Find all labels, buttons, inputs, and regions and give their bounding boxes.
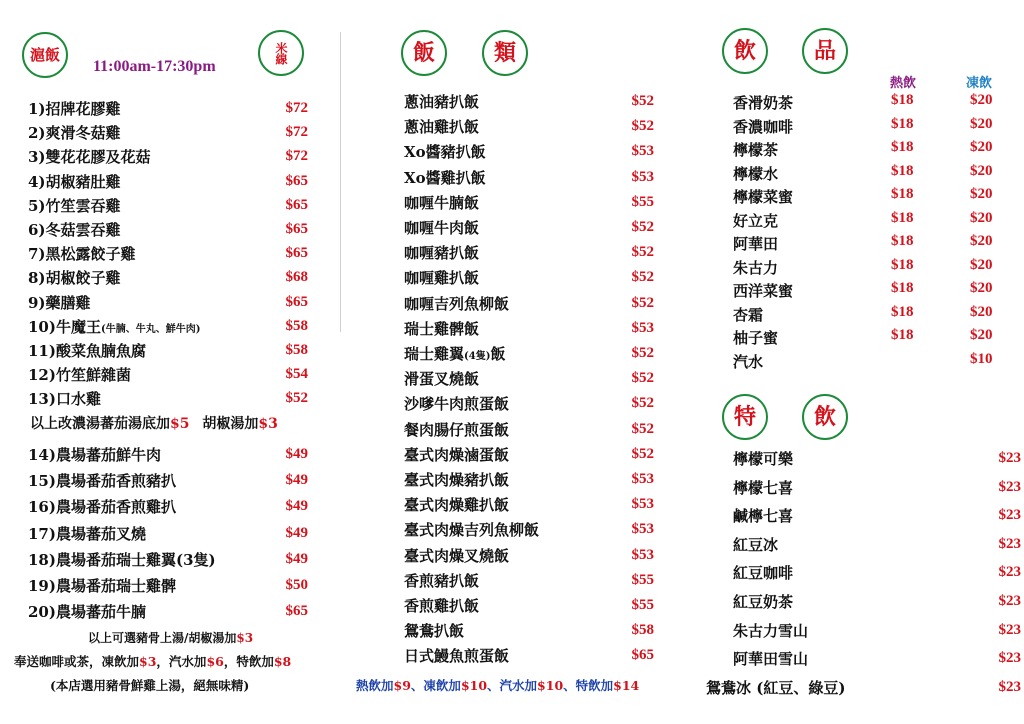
drink-name: 杏霜: [733, 305, 764, 324]
special-item-row: [733, 477, 1021, 498]
rice-item-price: $52: [631, 118, 654, 135]
drink-name: 西洋菜蜜: [733, 282, 794, 300]
noodle-item-row: [28, 523, 308, 544]
noodle-item-price: $72: [285, 124, 308, 141]
noodle-item-row: [28, 219, 308, 240]
rice-item-price: $65: [631, 647, 654, 664]
noodle-item-row: [28, 267, 308, 288]
rice-item-name: 咖喱雞扒飯: [404, 269, 480, 288]
special-item-price: $23: [998, 564, 1021, 581]
cold-price: $20: [970, 92, 993, 108]
rice-item-price: $53: [631, 521, 654, 538]
noodle-item-price: $49: [285, 524, 308, 541]
drinks-column: [690, 0, 1024, 724]
hot-price: $18: [891, 233, 914, 249]
rice-item-name: 咖喱牛肉飯: [404, 219, 480, 237]
noodle-item-price: $52: [285, 390, 308, 407]
noodle-item-price: $65: [285, 172, 308, 189]
rice-item-row: [404, 141, 654, 162]
rice-item-name: 臺式肉燥叉燒飯: [404, 546, 510, 565]
drink-name: 檸檬水: [733, 164, 779, 183]
drink-name: 檸檬茶: [733, 141, 779, 159]
drink-row: [733, 210, 1023, 232]
rice-item-name: 臺式肉燥豬扒飯: [404, 471, 510, 489]
noodle-item-row: [28, 243, 308, 264]
rice-item-name: 香煎雞扒飯: [404, 597, 480, 615]
noodle-item-name: 19)農場番茄瑞士雞髀: [28, 577, 176, 595]
noodle-item-price: $65: [285, 221, 308, 237]
rice-item-row: [404, 343, 654, 364]
drink-name: 香滑奶茶: [733, 94, 794, 112]
hot-price: $18: [891, 327, 914, 343]
special-item-price: $23: [998, 478, 1021, 495]
special-item-name: 紅豆冰: [733, 535, 779, 554]
noodle-item-row: [28, 364, 308, 385]
special-item-name: 朱古力雪山: [733, 621, 809, 640]
noodle-item-row: [28, 575, 308, 596]
special-item-row: [733, 505, 1021, 526]
hot-price: $18: [891, 256, 914, 273]
noodle-item-price: $65: [285, 245, 308, 262]
special-item-name: 紅豆咖啡: [733, 564, 794, 583]
rice-item-price: $52: [631, 219, 654, 235]
noodle-item-row: [28, 146, 308, 167]
drink-row: [733, 351, 1023, 373]
noodle-item-price: $68: [285, 269, 308, 286]
badge-category: 類: [482, 30, 528, 76]
rice-item-price: $52: [631, 345, 654, 361]
noodle-item-name: 6)冬菇雲吞雞: [28, 221, 121, 239]
noodle-item-row: [28, 549, 308, 570]
hot-price: $18: [891, 209, 914, 226]
special-item-price: $23: [998, 450, 1021, 466]
hot-drink-header: 熱飲: [890, 76, 917, 91]
cold-price: $20: [970, 303, 993, 320]
noodle-item-row: [28, 195, 308, 216]
hot-price: $18: [891, 186, 914, 202]
special-item-price: $23: [998, 621, 1021, 638]
rice-item-name: 香煎豬扒飯: [404, 571, 480, 590]
special-item-price: $23: [998, 678, 1021, 695]
special-item-name: 阿華田雪山: [733, 650, 809, 669]
rice-item-price: $53: [631, 319, 654, 336]
noodle-item-price: $49: [285, 498, 308, 515]
cold-price: $20: [970, 233, 993, 249]
special-item-row: [733, 591, 1021, 612]
rice-item-row: [404, 167, 654, 188]
noodle-item-name: 11)酸菜魚腩魚腐: [28, 342, 146, 360]
drink-row: [733, 280, 1023, 302]
cold-price: $20: [970, 139, 993, 155]
rice-item-name: Xo醬雞扒飯: [404, 168, 486, 187]
noodle-item-name: 18)農場番茄瑞士雞翼(3隻): [28, 550, 216, 569]
drink-row: [733, 116, 1023, 138]
soup-quality-note: (本店選用豬骨鮮雞上湯，絕無味精): [50, 678, 250, 693]
noodle-item-price: $65: [285, 196, 308, 213]
rice-item-name: 餐肉腸仔煎蛋飯: [404, 420, 510, 439]
drink-row: [733, 186, 1023, 208]
noodle-item-price: $65: [285, 293, 308, 310]
hot-price: $18: [891, 280, 914, 296]
noodle-item-row: [28, 171, 308, 192]
noodle-item-price: $65: [285, 603, 308, 620]
rice-item-row: [404, 519, 654, 540]
noodle-item-price: $58: [285, 342, 308, 358]
rice-item-row: [404, 192, 654, 213]
rice-item-price: $52: [631, 244, 654, 261]
noodle-item-price: $72: [285, 148, 308, 165]
hot-price: $18: [891, 92, 914, 108]
special-item-name: 檸檬七喜: [733, 478, 794, 497]
rice-item-name: 滑蛋叉燒飯: [404, 370, 480, 389]
noodle-item-row: [28, 122, 308, 143]
rice-item-name: 蔥油雞扒飯: [404, 118, 480, 137]
noodle-item-name: 7)黑松露餃子雞: [28, 245, 136, 264]
rice-item-name: 臺式肉燥滷蛋飯: [404, 445, 510, 464]
special-item-row: [733, 620, 1021, 641]
noodle-item-price: $54: [285, 366, 308, 383]
rice-item-row: [404, 645, 654, 666]
rice-item-name: 咖喱豬扒飯: [404, 244, 480, 263]
drink-name: 朱古力: [733, 258, 779, 277]
rice-drink-addon-note: 熱飲加$9、凍飲加$10、汽水加$10、特飲加$14: [356, 678, 640, 693]
noodle-item-name: 15)農場番茄香煎豬扒: [28, 472, 176, 491]
cold-price: $20: [970, 327, 993, 343]
rice-item-price: $58: [631, 622, 654, 639]
rice-item-price: $53: [631, 168, 654, 185]
drink-row: [733, 233, 1023, 255]
hot-price: $18: [891, 303, 914, 320]
cold-price: $20: [970, 256, 993, 273]
noodle-item-row: [28, 98, 308, 119]
special-item-price: $23: [998, 650, 1021, 667]
rice-item-price: $52: [631, 420, 654, 437]
noodle-item-row: [28, 601, 308, 622]
badge-drink: 飲: [722, 28, 768, 74]
rice-item-price: $52: [631, 294, 654, 311]
noodle-item-row: [28, 388, 308, 409]
rice-item-row: [404, 116, 654, 137]
drink-row: [733, 327, 1023, 349]
rice-item-name: Xo醬豬扒飯: [404, 143, 486, 162]
special-item-name: 檸檬可樂: [733, 450, 794, 468]
column-divider: [340, 32, 341, 332]
special-item-name: 紅豆奶茶: [733, 593, 794, 611]
rice-item-price: $52: [631, 445, 654, 462]
special-item-price: $23: [998, 507, 1021, 524]
noodle-item-name: 17)農場蕃茄叉燒: [28, 524, 146, 543]
special-item-name: 鹹檸七喜: [733, 507, 794, 526]
noodle-item-row: [28, 340, 308, 361]
rice-item-row: [404, 570, 654, 591]
special-item-row: [733, 648, 1021, 669]
badge-special: 特: [722, 394, 768, 440]
rice-item-price: $53: [631, 143, 654, 160]
noodle-column: [0, 0, 340, 724]
special-item-row: [733, 448, 1021, 469]
noodle-item-row: [28, 444, 308, 465]
special-item-row: [733, 562, 1021, 583]
opening-hours: 11:00am-17:30pm: [93, 58, 216, 75]
drink-name: 汽水: [733, 352, 764, 371]
rice-item-row: [404, 444, 654, 465]
noodle-item-row: [28, 316, 308, 337]
noodle-item-row: [28, 292, 308, 313]
special-item-price: $23: [998, 535, 1021, 552]
cold-price: $20: [970, 186, 993, 202]
noodle-item-name: 2)爽滑冬菇雞: [28, 124, 121, 143]
rice-item-name: 咖喱吉列魚柳飯: [404, 294, 510, 313]
noodle-item-price: $58: [285, 317, 308, 334]
rice-item-price: $55: [631, 571, 654, 588]
cold-price: $20: [970, 280, 993, 296]
rice-item-price: $53: [631, 546, 654, 563]
rice-item-price: $52: [631, 269, 654, 286]
hot-price: $18: [891, 115, 914, 132]
drink-offer-note: 奉送咖啡或茶，凍飲加$3，汽水加$6，特飲加$8: [14, 654, 292, 669]
noodle-item-price: $49: [285, 472, 308, 489]
noodle-item-name: 3)雙花花膠及花菇: [28, 148, 151, 167]
rice-item-name: 臺式肉燥雞扒飯: [404, 496, 510, 515]
rice-item-price: $52: [631, 93, 654, 109]
noodle-item-price: $49: [285, 550, 308, 567]
cold-price: $20: [970, 162, 993, 179]
noodle-item-name: 20)農場蕃茄牛腩: [28, 603, 146, 622]
drink-name: 好立克: [733, 211, 779, 230]
drink-row: [733, 304, 1023, 326]
noodle-item-name: 9)藥膳雞: [28, 293, 91, 312]
cold-drink-header: 凍飲: [966, 76, 993, 91]
rice-item-row: [404, 318, 654, 339]
soup-option-note: 以上可選豬骨上湯/胡椒湯加$3: [88, 631, 254, 645]
drink-name: 檸檬菜蜜: [733, 188, 794, 206]
hot-price: $18: [891, 139, 914, 155]
noodle-item-name: 10)牛魔王(牛腩、牛丸、鮮牛肉): [28, 317, 201, 336]
noodle-item-name: 4)胡椒豬肚雞: [28, 172, 121, 191]
drink-row: [733, 139, 1023, 161]
drink-name: 柚子蜜: [733, 329, 779, 347]
rice-item-row: [404, 620, 654, 641]
rice-item-name: 咖喱牛腩飯: [404, 193, 480, 212]
noodle-item-name: 14)農場蕃茄鮮牛肉: [28, 446, 161, 464]
special-item-name: 鴛鴦冰 (紅豆、綠豆): [706, 678, 846, 697]
special-item-price: $23: [998, 593, 1021, 609]
rice-item-name: 鴛鴦扒飯: [404, 622, 465, 641]
rice-item-row: [404, 293, 654, 314]
rice-item-name: 臺式肉燥吉列魚柳飯: [404, 521, 540, 540]
rice-item-row: [404, 91, 654, 112]
rice-item-price: $53: [631, 496, 654, 513]
badge-product: 品: [802, 28, 848, 74]
drink-row: [733, 257, 1023, 279]
special-item-row: [706, 677, 1021, 698]
noodle-item-price: $72: [285, 100, 308, 116]
drink-row: [733, 92, 1023, 114]
noodle-item-row: [28, 496, 308, 517]
rice-item-name: 蔥油豬扒飯: [404, 93, 480, 111]
rice-item-price: $55: [631, 193, 654, 210]
noodle-item-name: 8)胡椒餃子雞: [28, 269, 121, 288]
rice-item-name: 瑞士雞髀飯: [404, 319, 480, 338]
rice-item-name: 日式鰻魚煎蛋飯: [404, 647, 510, 666]
special-item-row: [733, 534, 1021, 555]
rice-item-row: [404, 595, 654, 616]
badge-rice: 飯: [401, 30, 447, 76]
drink-row: [733, 163, 1023, 185]
rice-item-name: 沙嗲牛肉煎蛋飯: [404, 395, 510, 414]
noodle-item-price: $49: [285, 446, 308, 462]
hot-price: $18: [891, 162, 914, 179]
rice-item-row: [404, 217, 654, 238]
rice-item-row: [404, 242, 654, 263]
noodle-item-name: 5)竹笙雲吞雞: [28, 196, 121, 215]
cold-price: $20: [970, 115, 993, 132]
noodle-item-name: 13)口水雞: [28, 390, 101, 409]
drink-name: 阿華田: [733, 235, 779, 253]
rice-item-price: $55: [631, 597, 654, 613]
rice-item-row: [404, 368, 654, 389]
noodle-item-row: [28, 470, 308, 491]
rice-column: [345, 0, 680, 724]
cold-price: $20: [970, 209, 993, 226]
cold-price: $10: [970, 350, 993, 367]
badge-rice-noodle: 滬飯: [22, 32, 68, 78]
noodle-item-name: 12)竹笙鮮雜菌: [28, 366, 131, 385]
rice-item-price: $52: [631, 370, 654, 387]
rice-item-row: [404, 545, 654, 566]
soup-change-note: 以上改濃湯蕃茄湯底加$5 胡椒湯加$3: [30, 416, 278, 432]
rice-item-price: $52: [631, 395, 654, 412]
drink-name: 香濃咖啡: [733, 117, 794, 136]
badge-rice-vermicelli: 米線: [258, 30, 304, 76]
rice-item-row: [404, 494, 654, 515]
rice-item-name: 瑞士雞翼(4隻)飯: [404, 345, 506, 363]
rice-item-row: [404, 393, 654, 414]
badge-drink-2: 飲: [802, 394, 848, 440]
noodle-item-price: $50: [285, 577, 308, 593]
noodle-item-name: 1)招牌花膠雞: [28, 100, 121, 118]
noodle-item-name: 16)農場番茄香煎雞扒: [28, 498, 176, 517]
rice-item-row: [404, 267, 654, 288]
rice-item-price: $53: [631, 471, 654, 487]
rice-item-row: [404, 469, 654, 490]
rice-item-row: [404, 419, 654, 440]
